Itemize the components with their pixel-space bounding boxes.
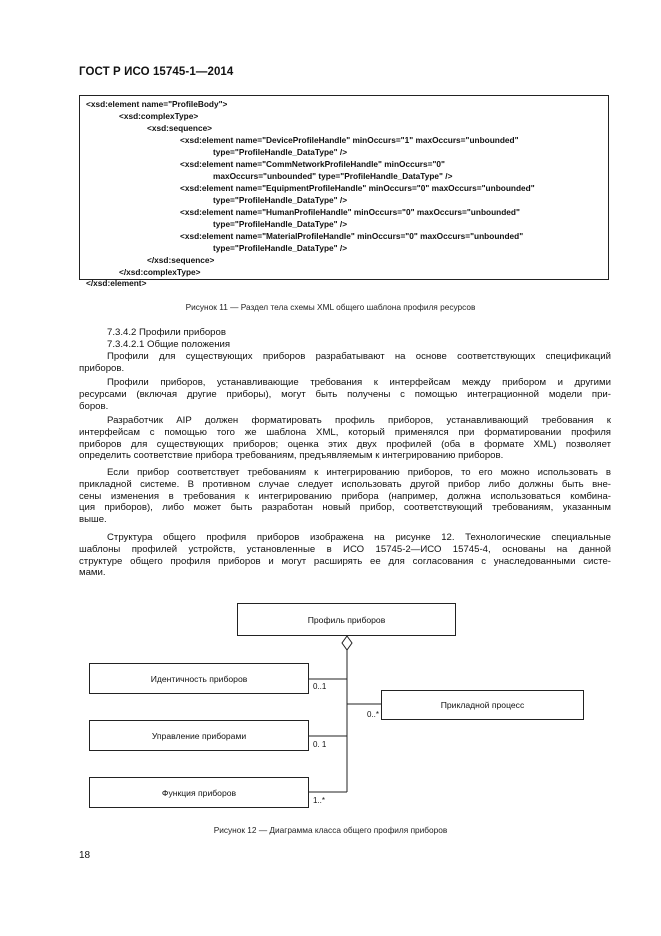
figure-12-caption: Рисунок 12 — Диаграмма класса общего профиля приборов (213, 825, 448, 835)
device-identity-class: Идентичность приборов (89, 663, 309, 694)
document-header: ГОСТ Р ИСО 15745-1—2014 (79, 66, 234, 78)
code-line: </xsd:complexType> (119, 267, 201, 277)
paragraph-line: мами. (79, 567, 106, 579)
management-multiplicity: 0. 1 (313, 740, 327, 749)
paragraph-line: ресурсами (включая другие приборы), могут быть получены с помощью интеграционной модели при- (79, 388, 611, 400)
code-line: type="ProfileHandle_DataType" /> (213, 243, 348, 253)
subsection-heading: 7.3.4.2.1 Общие положения (107, 339, 231, 350)
paragraph-line: прикладной системе. В противном случае следует использовать другой прибор либо должны быть вне- (79, 478, 611, 490)
page-number: 18 (79, 850, 91, 861)
figure-11-caption: Рисунок 11 — Раздел тела схемы XML общего шаблона профиля ресурсов (185, 302, 476, 312)
paragraph-line: Профили приборов, устанавливающие требования к интерфейсам между прибором и другими (107, 377, 611, 388)
paragraph-line: структуре общего профиля приборов и могут расширять ее для согласования с унаследованными систе- (79, 555, 611, 567)
code-line: type="ProfileHandle_DataType" /> (213, 195, 348, 205)
code-line: <xsd:element name="EquipmentProfileHandle" minOccurs="0" maxOccurs="unbounded" (180, 183, 535, 193)
code-line: </xsd:element> (86, 278, 147, 288)
process-multiplicity: 0..* (367, 710, 380, 719)
code-line: <xsd:sequence> (147, 123, 213, 133)
paragraph-line: приборов. (79, 362, 125, 374)
code-line: type="ProfileHandle_DataType" /> (213, 219, 348, 229)
code-line: <xsd:complexType> (119, 111, 199, 121)
section-heading: 7.3.4.2 Профили приборов (107, 327, 226, 338)
paragraph-line: Профили для существующих приборов разрабатывают на основе соответствующих спецификаций (107, 351, 611, 362)
code-line: <xsd:element name="DeviceProfileHandle" minOccurs="1" maxOccurs="unbounded" (180, 135, 519, 145)
paragraph-line: шаблоны профилей устройств, установленные в ИСО 15745-2—ИСО 15745-4, основаны на данной (79, 543, 611, 555)
code-line: </xsd:sequence> (147, 255, 215, 265)
code-line: <xsd:element name="MaterialProfileHandle" minOccurs="0" maxOccurs="unbounded" (180, 231, 524, 241)
code-line: <xsd:element name="CommNetworkProfileHandle" minOccurs="0" (180, 159, 445, 169)
paragraph-line: приборов для существующих приборов; оценка этих двух профилей (оба в формате XML) позволяет (79, 438, 611, 450)
paragraph-line: Если прибор соответствует требованиям к интегрированию приборов, то его можно использовать в (107, 467, 611, 478)
paragraph-line: интерфейсам с помощью того же шаблона XML, который применялся при форматировании профиля (79, 426, 611, 438)
aggregation-diamond (342, 636, 352, 650)
paragraph-line: Разработчик AIP должен форматировать профиль приборов, устанавливающий требования к (107, 415, 611, 426)
function-multiplicity: 1..* (313, 796, 326, 805)
code-line: maxOccurs="unbounded" type="ProfileHandle_DataType" /> (213, 171, 453, 181)
application-process-class: Прикладной процесс (381, 690, 584, 720)
paragraph-line: Структура общего профиля приборов изображена на рисунке 12. Технологические специальные (107, 532, 611, 543)
paragraph-line: боров. (79, 400, 109, 412)
device-profile-class: Профиль приборов (237, 603, 456, 636)
code-line: <xsd:element name="HumanProfileHandle" minOccurs="0" maxOccurs="unbounded" (180, 207, 520, 217)
paragraph-line: ция приборов), либо может быть разработан новый прибор, соответствующий требованиям, указанным (79, 502, 611, 514)
code-line: <xsd:element name="ProfileBody"> (86, 99, 228, 109)
paragraph-line: определить соответствие прибора требованиям, предъявляемым к интегрированию приборов. (79, 450, 504, 462)
identity-multiplicity: 0..1 (313, 682, 327, 691)
paragraph-line: выше. (79, 514, 107, 526)
device-function-class: Функция приборов (89, 777, 309, 808)
device-management-class: Управление приборами (89, 720, 309, 751)
code-line: type="ProfileHandle_DataType" /> (213, 147, 348, 157)
paragraph-line: сены изменения в требования к интегрированию прибора (например, должна использоваться комбина- (79, 490, 611, 502)
